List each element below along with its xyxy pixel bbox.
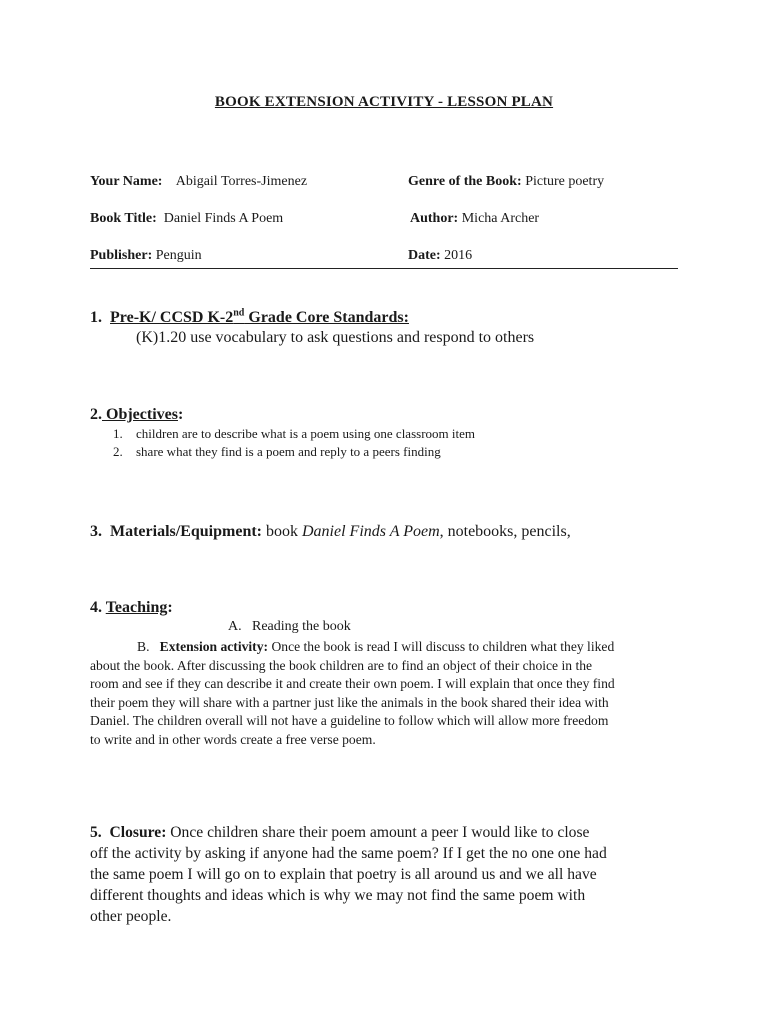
teaching-item-a-letter: A. bbox=[228, 619, 242, 634]
standards-heading-text bbox=[110, 309, 409, 326]
objectives-heading-text: Objectives bbox=[102, 406, 178, 423]
teaching-colon: : bbox=[167, 599, 173, 616]
objective-item bbox=[113, 426, 123, 442]
genre-value: Picture poetry bbox=[525, 174, 605, 189]
publisher-value: Penguin bbox=[155, 248, 202, 263]
standards-text: (K)1.20 use vocabulary to ask questions and respond to others bbox=[136, 329, 535, 346]
publisher-label: Publisher: bbox=[90, 248, 153, 263]
teaching-item-a-text: Reading the book bbox=[252, 619, 351, 634]
closure-paragraph bbox=[90, 822, 690, 927]
paragraph-line: Daniel. The children overall will not have a guideline to follow which will allow more freedom bbox=[90, 713, 609, 728]
closure-first-line bbox=[90, 822, 690, 843]
date-label: Date: bbox=[408, 248, 441, 263]
genre-label: Genre of the Book: bbox=[408, 174, 522, 189]
teaching-heading-text: Teaching bbox=[105, 599, 168, 616]
objectives-heading bbox=[90, 406, 183, 424]
objective-text: share what they find is a poem and reply to a peers finding bbox=[136, 444, 441, 459]
paragraph-line: different thoughts and ideas which is why we may not find the same poem with bbox=[90, 887, 586, 904]
materials-number: 3. bbox=[90, 523, 102, 540]
teaching-item-b-letter: B. bbox=[137, 639, 150, 654]
closure-number: 5. bbox=[90, 824, 102, 841]
standards-heading-sup: nd bbox=[233, 307, 245, 319]
paragraph-line: off the activity by asking if anyone had the same poem? If I get the no one one had bbox=[90, 845, 607, 862]
paragraph-line: Once the book is read I will discuss to children what they liked bbox=[271, 639, 615, 654]
book-title-value: Daniel Finds A Poem bbox=[163, 211, 284, 226]
materials-book-title: Daniel Finds A Poem bbox=[302, 523, 440, 540]
your-name-label: Your Name: bbox=[90, 174, 163, 189]
book-title-field bbox=[90, 211, 283, 227]
author-value: Micha Archer bbox=[461, 211, 540, 226]
standards-heading-pre: Pre-K/ CCSD K-2 bbox=[110, 309, 234, 326]
objectives-number: 2. bbox=[90, 406, 102, 423]
paragraph-line: to write and in other words create a free verse poem. bbox=[90, 731, 376, 747]
author-field bbox=[410, 211, 539, 227]
materials-text-pre: book bbox=[262, 523, 302, 540]
objective-number: 2. bbox=[113, 444, 123, 459]
objective-number: 1. bbox=[113, 426, 123, 441]
standards-heading bbox=[90, 309, 409, 327]
author-label: Author: bbox=[410, 211, 459, 226]
date-value: 2016 bbox=[444, 248, 473, 263]
closure-heading: Closure: bbox=[109, 824, 167, 841]
paragraph-line: other people. bbox=[90, 908, 172, 925]
materials-text-post: , notebooks, pencils, bbox=[439, 523, 571, 540]
genre-field bbox=[408, 174, 604, 190]
teaching-item-b-first-line bbox=[90, 638, 690, 657]
teaching-item-b-paragraph bbox=[90, 638, 690, 749]
paragraph-line: about the book. After discussing the book children are to find an object of their choice in the bbox=[90, 657, 593, 673]
date-field bbox=[408, 248, 472, 264]
objectives-colon: : bbox=[177, 406, 184, 423]
paragraph-line: their poem they will share with a partner just like the animals in the book shared their idea with bbox=[90, 694, 609, 710]
teaching-item-b-label: Extension activity: bbox=[159, 639, 269, 654]
book-title-label: Book Title: bbox=[90, 211, 157, 226]
your-name-value: Abigail Torres-Jimenez bbox=[175, 174, 308, 189]
objective-text: children are to describe what is a poem using one classroom item bbox=[136, 426, 475, 441]
objective-item bbox=[113, 444, 123, 460]
your-name-field bbox=[90, 174, 307, 190]
standards-number: 1. bbox=[90, 309, 102, 326]
standards-heading-post: Grade Core Standards: bbox=[244, 309, 409, 326]
publisher-field bbox=[90, 248, 202, 264]
header-divider bbox=[90, 268, 678, 269]
document-title: BOOK EXTENSION ACTIVITY - LESSON PLAN bbox=[214, 94, 554, 110]
paragraph-line: the same poem I will go on to explain that poetry is all around us and we all have bbox=[90, 866, 597, 883]
paragraph-line: room and see if they can describe it and create their own poem. I will explain that once they find bbox=[90, 676, 615, 691]
materials-heading: Materials/Equipment: bbox=[110, 523, 262, 540]
teaching-heading bbox=[90, 599, 173, 617]
paragraph-line: Once children share their poem amount a peer I would like to close bbox=[170, 824, 590, 841]
teaching-number: 4. bbox=[90, 599, 102, 616]
materials-line bbox=[90, 523, 571, 541]
